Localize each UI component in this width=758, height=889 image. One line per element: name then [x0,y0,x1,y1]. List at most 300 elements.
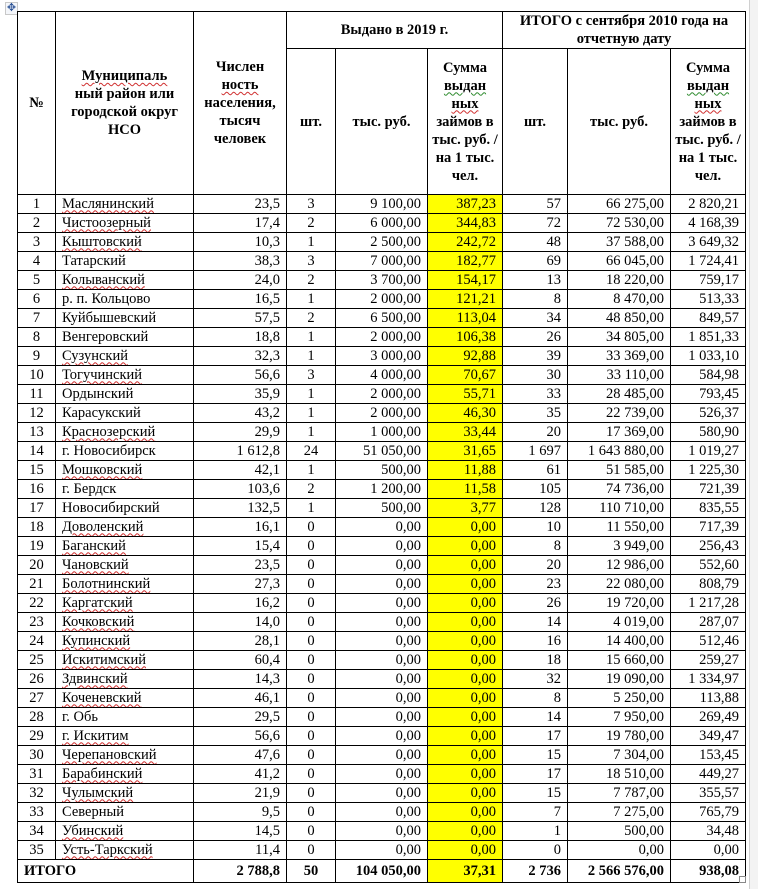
row-number: 32 [18,784,56,803]
district-name: г. Бердск [56,480,194,499]
per-capita-2019: 55,71 [428,385,503,404]
district-name: Куйбышевский [56,309,194,328]
district-name: Чановский [56,556,194,575]
district-name: Северный [56,803,194,822]
row-number: 1 [18,195,56,214]
header-per-capita-total: Сумма выдан ных займов в тыс. руб. / на 1 тыс. чел. [671,49,746,195]
district-name: Сузунский [56,347,194,366]
table-row [18,461,746,480]
sum-2019: 500,00 [336,499,428,518]
district-name: Каргатский [56,594,194,613]
district-name: г. Новосибирск [56,442,194,461]
sum-2019: 0,00 [336,765,428,784]
units-2019: 0 [287,613,336,632]
units-2019: 2 [287,214,336,233]
units-2019: 1 [287,423,336,442]
units-total: 15 [503,746,568,765]
sum-2019: 2 000,00 [336,290,428,309]
per-capita-2019: 70,67 [428,366,503,385]
units-total: 32 [503,670,568,689]
sum-2019: 6 500,00 [336,309,428,328]
district-name: Чулымский [56,784,194,803]
units-total: 26 [503,594,568,613]
sum-2019: 2 000,00 [336,328,428,347]
population: 16,2 [194,594,287,613]
units-2019: 2 [287,480,336,499]
sum-total: 7 304,00 [568,746,671,765]
units-2019: 1 [287,385,336,404]
row-number: 29 [18,727,56,746]
row-number: 13 [18,423,56,442]
population: 32,3 [194,347,287,366]
sum-2019: 4 000,00 [336,366,428,385]
table-row [18,423,746,442]
row-number: 7 [18,309,56,328]
units-total: 20 [503,556,568,575]
total-row [18,860,746,883]
population: 9,5 [194,803,287,822]
per-capita-2019: 0,00 [428,575,503,594]
district-name: Кочковский [56,613,194,632]
sum-2019: 3 700,00 [336,271,428,290]
units-total: 105 [503,480,568,499]
per-capita-total: 512,46 [671,632,746,651]
sum-total: 12 986,00 [568,556,671,575]
units-total: 48 [503,233,568,252]
per-capita-2019: 11,58 [428,480,503,499]
sum-total: 7 787,00 [568,784,671,803]
per-capita-total: 793,45 [671,385,746,404]
units-2019: 1 [287,328,336,347]
sum-total: 1 643 880,00 [568,442,671,461]
units-2019: 0 [287,556,336,575]
table-row [18,556,746,575]
units-total: 17 [503,727,568,746]
units-total: 18 [503,651,568,670]
per-capita-total: 0,00 [671,841,746,860]
table-row [18,632,746,651]
units-2019: 0 [287,822,336,841]
per-capita-2019: 0,00 [428,708,503,727]
district-name: Купинский [56,632,194,651]
sum-total: 0,00 [568,841,671,860]
population: 14,0 [194,613,287,632]
sum-total: 34 805,00 [568,328,671,347]
per-capita-total: 34,48 [671,822,746,841]
row-number: 17 [18,499,56,518]
header-group-total: ИТОГО с сентября 2010 года на отчетную дату [503,12,746,49]
per-capita-total: 1 851,33 [671,328,746,347]
table-body [18,195,746,860]
population: 35,9 [194,385,287,404]
population: 132,5 [194,499,287,518]
sum-2019: 1 000,00 [336,423,428,442]
sum-2019: 2 500,00 [336,233,428,252]
sum-total: 11 550,00 [568,518,671,537]
units-2019: 1 [287,499,336,518]
row-number: 8 [18,328,56,347]
sum-total: 33 369,00 [568,347,671,366]
units-2019: 3 [287,366,336,385]
units-total: 0 [503,841,568,860]
table-row [18,499,746,518]
per-capita-total: 4 168,39 [671,214,746,233]
units-2019: 0 [287,575,336,594]
units-total: 13 [503,271,568,290]
per-capita-2019: 92,88 [428,347,503,366]
table-row [18,328,746,347]
district-name: Доволенский [56,518,194,537]
row-number: 4 [18,252,56,271]
per-capita-total: 2 820,21 [671,195,746,214]
row-number: 18 [18,518,56,537]
per-capita-2019: 106,38 [428,328,503,347]
per-capita-total: 849,57 [671,309,746,328]
table-row [18,575,746,594]
per-capita-total: 1 033,10 [671,347,746,366]
population: 60,4 [194,651,287,670]
sum-2019: 2 000,00 [336,404,428,423]
table-row [18,670,746,689]
population: 16,1 [194,518,287,537]
per-capita-2019: 182,77 [428,252,503,271]
row-number: 28 [18,708,56,727]
sum-total: 48 850,00 [568,309,671,328]
per-capita-total: 287,07 [671,613,746,632]
table-row [18,689,746,708]
sum-total: 4 019,00 [568,613,671,632]
units-2019: 1 [287,347,336,366]
sum-2019: 51 050,00 [336,442,428,461]
header-no: № [18,12,56,195]
table-row [18,803,746,822]
district-name: Карасукский [56,404,194,423]
district-name: Венгеровский [56,328,194,347]
per-capita-2019: 0,00 [428,632,503,651]
population: 18,8 [194,328,287,347]
units-total: 17 [503,765,568,784]
per-capita-total: 808,79 [671,575,746,594]
sum-total: 3 949,00 [568,537,671,556]
row-number: 33 [18,803,56,822]
sum-2019: 0,00 [336,518,428,537]
units-2019: 0 [287,632,336,651]
sum-total: 74 736,00 [568,480,671,499]
table-row [18,594,746,613]
table-row [18,708,746,727]
row-number: 23 [18,613,56,632]
population: 14,3 [194,670,287,689]
per-capita-total: 113,88 [671,689,746,708]
population: 38,3 [194,252,287,271]
per-capita-total: 1 019,27 [671,442,746,461]
units-2019: 0 [287,708,336,727]
units-total: 128 [503,499,568,518]
population: 27,3 [194,575,287,594]
page-right-edge [749,0,758,889]
row-number: 16 [18,480,56,499]
total-per-capita-2019: 37,31 [428,860,503,883]
units-total: 10 [503,518,568,537]
population: 21,9 [194,784,287,803]
table-row [18,784,746,803]
table-row [18,252,746,271]
district-name: Барабинский [56,765,194,784]
per-capita-total: 717,39 [671,518,746,537]
per-capita-2019: 0,00 [428,670,503,689]
units-2019: 0 [287,689,336,708]
per-capita-total: 449,27 [671,765,746,784]
table-row [18,385,746,404]
per-capita-total: 256,43 [671,537,746,556]
total-sum-2019: 104 050,00 [336,860,428,883]
total-per-capita-all: 938,08 [671,860,746,883]
per-capita-total: 584,98 [671,366,746,385]
sum-total: 33 110,00 [568,366,671,385]
units-2019: 0 [287,841,336,860]
loans-table [17,11,746,883]
row-number: 31 [18,765,56,784]
row-number: 19 [18,537,56,556]
per-capita-2019: 0,00 [428,537,503,556]
population: 11,4 [194,841,287,860]
units-2019: 0 [287,651,336,670]
sum-2019: 0,00 [336,784,428,803]
per-capita-2019: 0,00 [428,689,503,708]
sum-total: 19 720,00 [568,594,671,613]
row-number: 2 [18,214,56,233]
sum-2019: 0,00 [336,727,428,746]
population: 103,6 [194,480,287,499]
table-row [18,518,746,537]
per-capita-total: 259,27 [671,651,746,670]
population: 29,5 [194,708,287,727]
total-label: ИТОГО [18,860,194,883]
row-number: 35 [18,841,56,860]
units-total: 15 [503,784,568,803]
population: 28,1 [194,632,287,651]
units-total: 30 [503,366,568,385]
units-total: 8 [503,537,568,556]
row-number: 27 [18,689,56,708]
table-row [18,366,746,385]
sum-total: 19 090,00 [568,670,671,689]
sum-total: 14 400,00 [568,632,671,651]
per-capita-2019: 344,83 [428,214,503,233]
row-number: 20 [18,556,56,575]
population: 23,5 [194,556,287,575]
units-2019: 0 [287,803,336,822]
units-2019: 2 [287,309,336,328]
per-capita-2019: 242,72 [428,233,503,252]
units-2019: 0 [287,765,336,784]
units-total: 35 [503,404,568,423]
district-name: Новосибирский [56,499,194,518]
sum-2019: 0,00 [336,632,428,651]
per-capita-2019: 0,00 [428,803,503,822]
sum-total: 5 250,00 [568,689,671,708]
district-name: Убинский [56,822,194,841]
district-name: Маслянинский [56,195,194,214]
sum-total: 28 485,00 [568,385,671,404]
per-capita-total: 513,33 [671,290,746,309]
table-row [18,233,746,252]
row-number: 5 [18,271,56,290]
sum-total: 500,00 [568,822,671,841]
per-capita-total: 526,37 [671,404,746,423]
sum-2019: 0,00 [336,556,428,575]
header-sum-2019: тыс. руб. [336,49,428,195]
per-capita-total: 765,79 [671,803,746,822]
table-row [18,404,746,423]
sum-2019: 2 000,00 [336,385,428,404]
units-total: 61 [503,461,568,480]
per-capita-2019: 113,04 [428,309,503,328]
population: 57,5 [194,309,287,328]
table-row [18,841,746,860]
units-2019: 1 [287,290,336,309]
table-row [18,727,746,746]
table-row [18,746,746,765]
per-capita-total: 1 225,30 [671,461,746,480]
per-capita-total: 269,49 [671,708,746,727]
units-total: 26 [503,328,568,347]
header-units-total: шт. [503,49,568,195]
district-name: Баганский [56,537,194,556]
sum-2019: 0,00 [336,822,428,841]
district-name: Кыштовский [56,233,194,252]
units-total: 57 [503,195,568,214]
sum-total: 7 275,00 [568,803,671,822]
total-sum-all: 2 566 576,00 [568,860,671,883]
row-number: 10 [18,366,56,385]
units-2019: 0 [287,537,336,556]
sum-2019: 0,00 [336,651,428,670]
units-total: 33 [503,385,568,404]
row-number: 15 [18,461,56,480]
table-row [18,290,746,309]
sum-total: 19 780,00 [568,727,671,746]
units-2019: 0 [287,746,336,765]
per-capita-2019: 0,00 [428,727,503,746]
units-total: 23 [503,575,568,594]
district-name: Татарский [56,252,194,271]
population: 46,1 [194,689,287,708]
units-total: 16 [503,632,568,651]
units-total: 8 [503,290,568,309]
table-row [18,613,746,632]
units-2019: 3 [287,252,336,271]
per-capita-total: 153,45 [671,746,746,765]
table-row [18,537,746,556]
per-capita-total: 1 724,41 [671,252,746,271]
population: 1 612,8 [194,442,287,461]
row-number: 34 [18,822,56,841]
per-capita-2019: 154,17 [428,271,503,290]
district-name: Мошковский [56,461,194,480]
population: 43,2 [194,404,287,423]
units-total: 34 [503,309,568,328]
row-number: 21 [18,575,56,594]
row-number: 3 [18,233,56,252]
district-name: Черепановский [56,746,194,765]
sum-2019: 0,00 [336,803,428,822]
sum-total: 7 950,00 [568,708,671,727]
sum-total: 15 660,00 [568,651,671,670]
district-name: Чистоозерный [56,214,194,233]
per-capita-2019: 0,00 [428,594,503,613]
units-2019: 0 [287,670,336,689]
sum-total: 17 369,00 [568,423,671,442]
sum-2019: 0,00 [336,537,428,556]
table-row [18,651,746,670]
units-2019: 1 [287,233,336,252]
units-total: 69 [503,252,568,271]
per-capita-2019: 11,88 [428,461,503,480]
sum-total: 18 510,00 [568,765,671,784]
sum-2019: 0,00 [336,594,428,613]
population: 47,6 [194,746,287,765]
sum-2019: 0,00 [336,613,428,632]
per-capita-2019: 46,30 [428,404,503,423]
sum-2019: 0,00 [336,708,428,727]
district-name: р. п. Кольцово [56,290,194,309]
sum-total: 18 220,00 [568,271,671,290]
table-resize-handle-icon[interactable] [739,876,746,883]
table-move-handle-icon[interactable]: ✥ [6,2,17,14]
per-capita-2019: 0,00 [428,784,503,803]
row-number: 30 [18,746,56,765]
population: 56,6 [194,366,287,385]
per-capita-2019: 0,00 [428,822,503,841]
header-per-capita-2019: Сумма выдан ных займов в тыс. руб. / на 1 тыс. чел. [428,49,503,195]
per-capita-2019: 0,00 [428,765,503,784]
sum-2019: 0,00 [336,575,428,594]
per-capita-2019: 3,77 [428,499,503,518]
units-2019: 0 [287,727,336,746]
header-district: Муниципаль ный район или городской округ НСО [56,12,194,195]
row-number: 6 [18,290,56,309]
per-capita-total: 580,90 [671,423,746,442]
population: 41,2 [194,765,287,784]
row-number: 12 [18,404,56,423]
units-2019: 0 [287,784,336,803]
district-name: г. Искитим [56,727,194,746]
header-units-2019: шт. [287,49,336,195]
row-number: 22 [18,594,56,613]
population: 15,4 [194,537,287,556]
population: 17,4 [194,214,287,233]
per-capita-2019: 121,21 [428,290,503,309]
per-capita-2019: 387,23 [428,195,503,214]
district-name: г. Обь [56,708,194,727]
table-row [18,347,746,366]
population: 42,1 [194,461,287,480]
sum-total: 37 588,00 [568,233,671,252]
per-capita-2019: 0,00 [428,613,503,632]
district-name: Колыванский [56,271,194,290]
population: 10,3 [194,233,287,252]
population: 24,0 [194,271,287,290]
population: 29,9 [194,423,287,442]
units-total: 8 [503,689,568,708]
units-total: 72 [503,214,568,233]
units-total: 39 [503,347,568,366]
sum-2019: 500,00 [336,461,428,480]
per-capita-2019: 0,00 [428,651,503,670]
header-population: Числен ность населения, тысяч человек [194,12,287,195]
table-row [18,195,746,214]
